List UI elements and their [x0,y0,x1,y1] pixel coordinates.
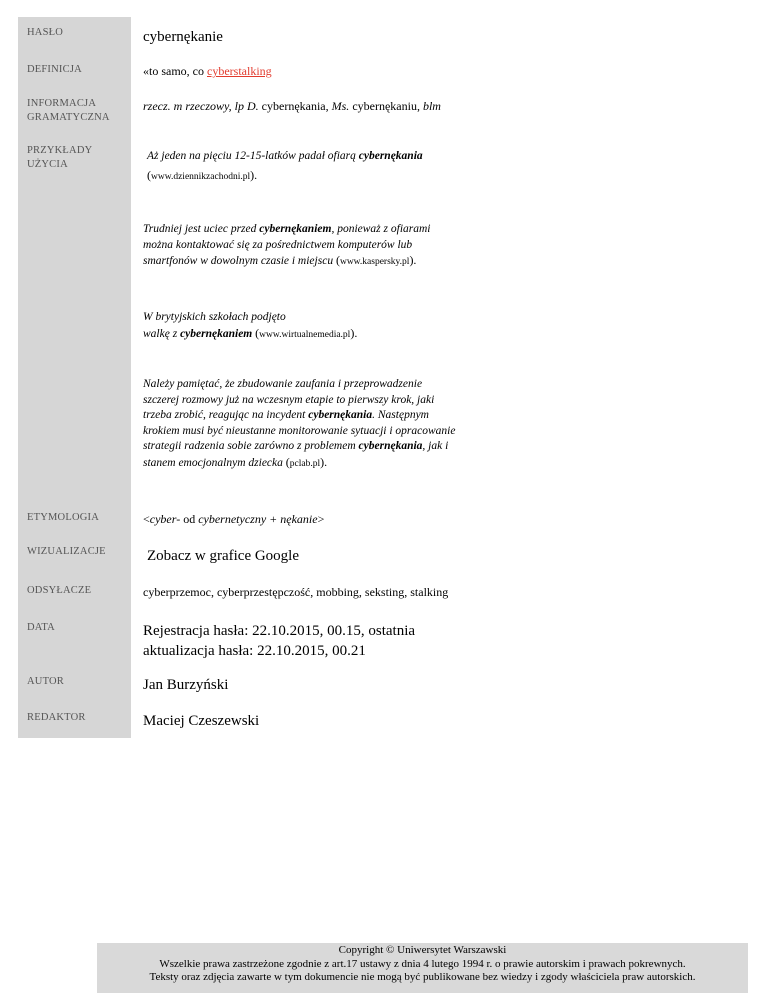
editor-name: Maciej Czeszewski [143,713,260,729]
entry-dates [143,621,415,661]
example-2-keyword: cybernękaniem [259,223,332,235]
example-4-close: ). [320,454,328,469]
example-4-text: , jak i [422,440,449,452]
example-3-text: walkę z [143,327,181,340]
example-3: W brytyjskich szkołach podjęto walkę z cybernękaniem (www.wirtualnemedia.pl). [143,311,358,340]
definition-link[interactable]: cyberstalking [207,64,272,78]
example-4-text: stanem emocjonalnym dziecka [143,456,286,469]
example-3-text: W brytyjskich szkołach podjęto [143,311,286,323]
example-4-text: Należy pamiętać, że zbudowanie zaufania i przeprowadzenie [143,378,423,390]
etymology: <cyber- od cybernetyczny + nękanie> [143,512,325,526]
example-1-close: ). [250,168,258,182]
example-2-text: , ponieważ z ofiarami [331,223,431,235]
label-etymologia: ETYMOLOGIA [27,512,99,523]
example-2-text: Trudniej jest uciec przed [143,223,260,235]
label-odsylacze: ODSYŁACZE [27,585,92,596]
copyright-footer [97,943,748,993]
label-haslo: HASŁO [27,27,64,38]
grammar-gen: cybernękania, [258,99,332,113]
etymology-root: cyber- [149,512,181,526]
cross-references: cyberprzemoc, cyberprzestępczość, mobbing, seksting, stalking [143,585,449,599]
example-4-keyword: cybernękania [308,409,373,421]
example-2: Trudniej jest uciec przed cybernękaniem, ponieważ z ofiarami można kontaktować się za pośrednictwem komputerów lub smartfonów w dowolnym czasie i miejscu (www.kaspersky.pl). [143,223,431,267]
footer-copyright: Copyright © Uniwersytet Warszawski [338,944,507,956]
example-1-text: Aż jeden na pięciu 12-15-latków padał ofiarą [147,150,359,162]
example-2-text: smartfonów w dowolnym czasie i miejscu [143,255,336,267]
example-1-source: www.dziennikzachodni.pl [151,172,251,182]
example-3-source: www.wirtualnemedia.pl [259,329,351,340]
example-3-close: ). [350,325,358,340]
grammar-pos: rzecz. m rzeczowy, lp D. [143,99,259,113]
example-2-close: ). [409,253,417,267]
label-data: DATA [27,622,55,633]
example-4-text: strategii radzenia sobie zarówno z problemem [143,440,359,452]
etymology-source-words: cybernetyczny + nękanie [198,512,318,526]
footer-rights: Wszelkie prawa zastrzeżone zgodnie z art.17 ustawy z dnia 4 lutego 1994 r. o prawie autorskim i prawach pokrewnych. [159,957,686,970]
example-2-source: www.kaspersky.pl [339,257,410,267]
example-3-keyword: cybernękaniem [180,327,253,340]
update-date: aktualizacja hasła: 22.10.2015, 00.21 [143,643,366,659]
example-4: Należy pamiętać, że zbudowanie zaufania i przeprowadzenie szczerej rozmowy już na wczesnym etapie to pierwszy krok, jaki trzeba zrobić, reagując na incydent cybernękania. Następnym krokiem musi być nieustanne monitorowanie sytuacji i opracowanie strategii radzenia sobie zarówno z problemem cybernękania, jak i stanem emocjonalnym dziecka (pclab.pl). [143,378,456,469]
definition [143,64,272,79]
grammar-info [143,99,441,114]
grammar-loc: cybernękaniu, [349,99,423,113]
example-1: Aż jeden na pięciu 12-15-latków padał ofiarą cybernękania (www.dziennikzachodni.pl). [147,150,423,182]
definition-prefix: «to samo, co [143,64,207,78]
example-4-source: pclab.pl [289,458,321,469]
grammar-loc-label: Ms. [331,99,350,113]
example-1-keyword: cybernękania [358,150,423,162]
label-wizualizacje: WIZUALIZACJE [27,546,106,557]
headword: cybernękanie [143,29,223,45]
example-4-text: szczerej rozmowy już na wczesnym etapie to pierwszy krok, jaki [143,393,435,406]
label-przyklady: PRZYKŁADY UŻYCIA [27,145,93,170]
example-2-text: można kontaktować się za pośrednictwem komputerów lub [143,238,413,251]
label-definicja: DEFINICJA [27,64,82,75]
grammar-tail: blm [422,99,441,113]
example-4-text: trzeba zrobić, reagując na incydent [143,409,309,421]
label-informacja: INFORMACJA GRAMATYCZNA [27,98,110,123]
author-name: Jan Burzyński [143,677,229,693]
example-4-keyword: cybernękania [358,440,423,452]
registration-date: Rejestracja hasła: 22.10.2015, 00.15, ostatnia [143,623,416,639]
footer-notice: Teksty oraz zdjęcia zawarte w tym dokumencie nie mogą być publikowane bez wiedzy i zgody właściciela praw autorskich. [149,971,696,983]
label-redaktor: REDAKTOR [27,712,86,723]
example-4-text: krokiem musi być nieustanne monitorowanie sytuacji i opracowanie [143,424,456,437]
google-images-link[interactable]: Zobacz w grafice Google [147,548,300,564]
label-autor: AUTOR [27,676,64,687]
example-4-text: . Następnym [372,409,429,421]
